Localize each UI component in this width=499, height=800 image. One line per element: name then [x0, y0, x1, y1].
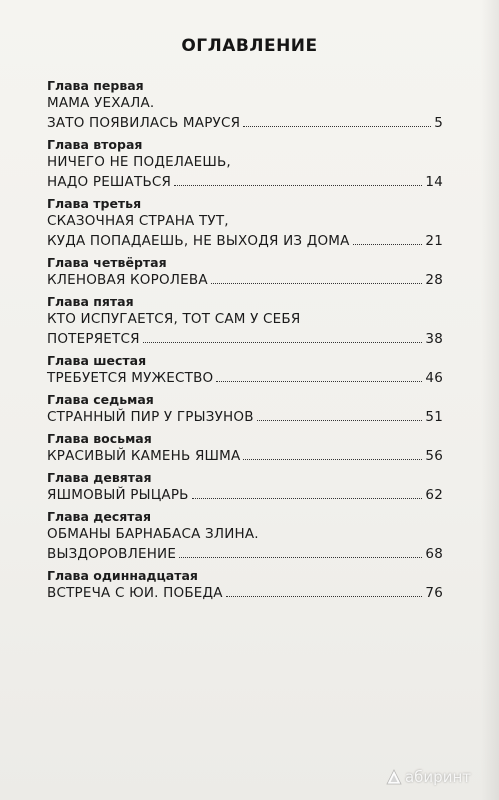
toc-entry: [47, 470, 443, 509]
chapter-title-line: ЯШМОВЫЙ РЫЦАРЬ: [47, 487, 189, 503]
toc-list: [47, 78, 443, 607]
chapter-label: Глава четвёртая: [47, 255, 167, 270]
dot-leader: [211, 282, 423, 284]
toc-entry: [47, 294, 443, 353]
toc-entry: [47, 568, 443, 607]
chapter-title-line: СКАЗОЧНАЯ СТРАНА ТУТ,: [47, 213, 229, 229]
chapter-title-with-page: [47, 446, 443, 466]
chapter-title-line: ВЫЗДОРОВЛЕНИЕ: [47, 546, 177, 562]
chapter-title-line: НАДО РЕШАТЬСЯ: [47, 174, 172, 190]
chapter-title-line: КРАСИВЫЙ КАМЕНЬ ЯШМА: [47, 448, 241, 464]
dot-leader: [257, 419, 423, 421]
dot-leader: [353, 243, 423, 245]
dot-leader: [216, 380, 422, 382]
page-number: 46: [425, 370, 443, 386]
page-number: 14: [425, 174, 443, 190]
chapter-title-line: ПОТЕРЯЕТСЯ: [47, 331, 140, 347]
chapter-label: Глава одиннадцатая: [47, 568, 198, 583]
toc-entry: [47, 353, 443, 392]
chapter-title-with-page: [47, 544, 443, 564]
toc-heading: ОГЛАВЛЕНИЕ: [181, 36, 318, 56]
chapter-label: Глава девятая: [47, 470, 152, 485]
watermark: [386, 768, 471, 786]
chapter-label: Глава седьмая: [47, 392, 154, 407]
page-number: 76: [425, 585, 443, 601]
page-number: 21: [425, 233, 443, 249]
toc-entry: [47, 78, 443, 137]
chapter-label: Глава шестая: [47, 353, 147, 368]
chapter-title-line: КЛЕНОВАЯ КОРОЛЕВА: [47, 272, 208, 288]
toc-entry: [47, 509, 443, 568]
page-number: 28: [425, 272, 443, 288]
toc-entry: [47, 255, 443, 294]
toc-entry: [47, 431, 443, 470]
page-edge-shadow: [481, 0, 499, 800]
watermark-text: абиринт: [404, 768, 471, 786]
chapter-label: Глава первая: [47, 78, 144, 93]
chapter-label: Глава пятая: [47, 294, 134, 309]
chapter-title-line: НИЧЕГО НЕ ПОДЕЛАЕШЬ,: [47, 154, 231, 170]
dot-leader: [179, 556, 422, 558]
toc-entry: [47, 392, 443, 431]
chapter-title-with-page: [47, 583, 443, 603]
chapter-title-line: ЗАТО ПОЯВИЛАСЬ МАРУСЯ: [47, 115, 241, 131]
chapter-label: Глава десятая: [47, 509, 151, 524]
chapter-title-line: КУДА ПОПАДАЕШЬ, НЕ ВЫХОДЯ ИЗ ДОМА: [47, 233, 350, 249]
chapter-title-line: МАМА УЕХАЛА.: [47, 95, 155, 111]
dot-leader: [226, 595, 423, 597]
chapter-title-with-page: [47, 270, 443, 290]
chapter-title-line: КТО ИСПУГАЕТСЯ, ТОТ САМ У СЕБЯ: [47, 311, 301, 327]
dot-leader: [243, 125, 431, 127]
page-number: 62: [425, 487, 443, 503]
chapter-title-with-page: [47, 172, 443, 192]
page-number: 38: [425, 331, 443, 347]
chapter-label: Глава восьмая: [47, 431, 152, 446]
dot-leader: [192, 497, 423, 499]
dot-leader: [174, 184, 422, 186]
entry-spacer: [47, 603, 443, 607]
dot-leader: [143, 341, 423, 343]
chapter-title-with-page: [47, 329, 443, 349]
chapter-title-line: ОБМАНЫ БАРНАБАСА ЗЛИНА.: [47, 526, 259, 542]
toc-entry: [47, 196, 443, 255]
chapter-label: Глава третья: [47, 196, 142, 211]
page-number: 68: [425, 546, 443, 562]
page-number: 51: [425, 409, 443, 425]
dot-leader: [243, 458, 422, 460]
toc-entry: [47, 137, 443, 196]
page-number: 5: [434, 115, 443, 131]
chapter-title-with-page: [47, 113, 443, 133]
chapter-title-with-page: [47, 231, 443, 251]
chapter-label: Глава вторая: [47, 137, 143, 152]
labirint-logo-icon: [386, 769, 402, 785]
chapter-title-with-page: [47, 407, 443, 427]
chapter-title-line: ТРЕБУЕТСЯ МУЖЕСТВО: [47, 370, 214, 386]
chapter-title-with-page: [47, 368, 443, 388]
chapter-title-line: ВСТРЕЧА С ЮИ. ПОБЕДА: [47, 585, 223, 601]
page-number: 56: [425, 448, 443, 464]
chapter-title-line: СТРАННЫЙ ПИР У ГРЫЗУНОВ: [47, 409, 254, 425]
chapter-title-with-page: [47, 485, 443, 505]
